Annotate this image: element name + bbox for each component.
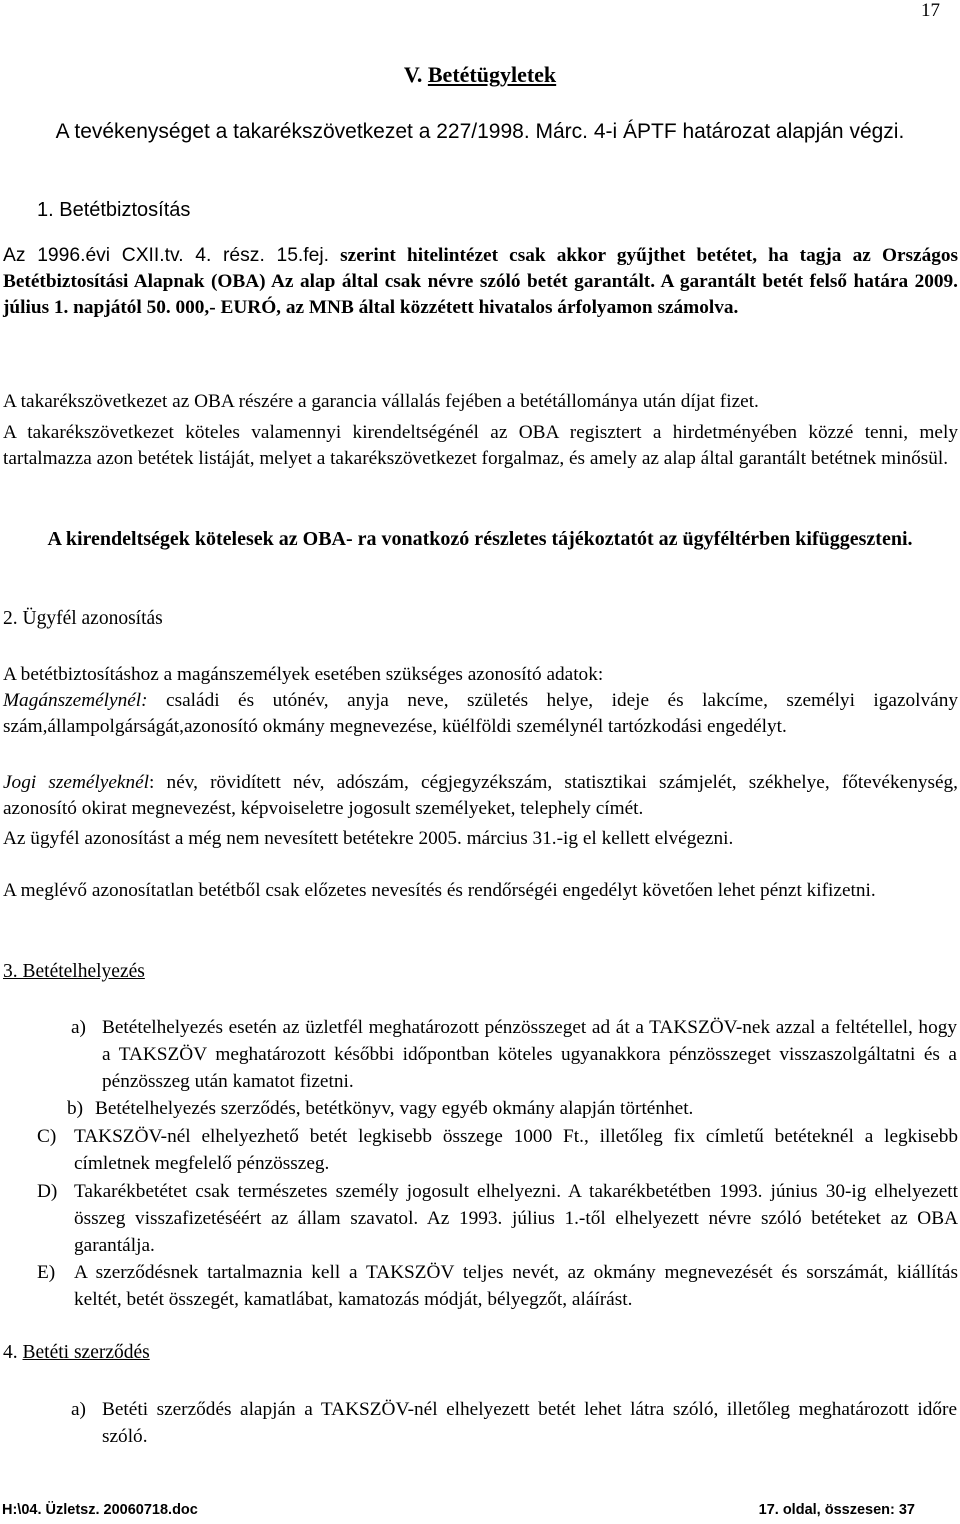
page-number: 17 [921, 0, 940, 21]
section-1-heading: 1. Betétbiztosítás [37, 199, 191, 221]
legal-person-text: : név, rövidített név, adószám, cégjegyzékszám, statisztikai számjelét, székhelye, főtevékenység, azonosító okirat megnevezést, képvoiseletre jogosult személyeket, telephely címét. [3, 772, 958, 819]
item-text: TAKSZÖV-nél elhelyezhető betét legkisebb összege 1000 Ft., illetőleg fix címletű betéteknél a legkisebb címletnek megfelelő pénzösszeg. [74, 1126, 958, 1174]
item-label: D) [37, 1181, 58, 1202]
section-2-heading-text: 2. Ügyfél azonosítás [3, 608, 163, 629]
item-text: Betéti szerződés alapján a TAKSZÖV-nél elhelyezett betét lehet látra szóló, illetőleg meghatározott időre szóló. [102, 1399, 957, 1447]
deposit-item-c [37, 1123, 958, 1177]
item-text: A szerződésnek tartalmaznia kell a TAKSZÖV teljes nevét, az okmány megnevezését és sorszámát, kiállítás keltét, betét összegét, kamatlábat, kamatozás módját, bélyegzőt, aláírást. [74, 1262, 958, 1310]
section-1-paragraph-1 [3, 243, 958, 320]
deposit-item-a [71, 1014, 957, 1095]
section-3-heading [3, 961, 145, 983]
chapter-title [0, 62, 960, 88]
chapter-number: V. [403, 62, 423, 87]
section-4-number: 4. [3, 1342, 18, 1363]
section-2-heading [3, 608, 163, 630]
legal-person-label: Jogi személyeknél [3, 772, 150, 793]
unidentified-deposit-payout: A meglévő azonosítatlan betétből csak előzetes nevesítés és rendőrségéi engedélyt követően lehet pénzt kifizetni. [3, 880, 876, 901]
contract-item-a [71, 1396, 957, 1450]
section-1-paragraph-2: A takarékszövetkezet az OBA részére a garancia vállalás fejében a betétállománya után díjat fizet. [3, 391, 759, 412]
item-text: Takarékbetétet csak természetes személy jogosult elhelyezni. A takarékbetétben 1993. június 30-ig elhelyezett összeg visszafizetéséért az állam szavatol. Az 1993. július 1.-től elhelyezett névre szóló betéteket az OBA garantálja. [74, 1181, 958, 1256]
item-text: Betételhelyezés esetén az üzletfél meghatározott pénzösszeget ad át a TAKSZÖV-nek azzal a feltétellel, hogy a TAKSZÖV meghatározott későbbi időpontban köteles ugyanakkora pénzösszeget visszaszolgáltatni és a pénzösszeg után kamatot fizetni. [102, 1017, 957, 1092]
section-4-heading [3, 1342, 150, 1364]
item-label: E) [37, 1262, 56, 1283]
private-person-text: családi és utónév, anyja neve, születés helye, ideje és lakcíme, személyi igazolvány szám,állampolgárságát,azonosító okmány megnevezése, küélföldi személynél tartózkodási engedélyt. [3, 690, 958, 737]
identification-deadline: Az ügyfél azonosítást a még nem nevesített betétekre 2005. március 31.-ig el kellett elvégezni. [3, 828, 734, 849]
chapter-title-text: Betétügyletek [427, 62, 557, 87]
item-text: Betételhelyezés szerződés, betétkönyv, vagy egyéb okmány alapján történhet. [95, 1098, 694, 1119]
item-label: a) [71, 1017, 86, 1038]
deposit-item-b [67, 1095, 955, 1122]
oba-guarantee-text: szerint hitelintézet csak akkor gyűjthet betétet, ha tagja az Országos Betétbiztosítási Alapnak (OBA) Az alap által csak névre szóló betét garantált. A garantált betét felső határa 2009. július 1. napjától 50. 000,- EURÓ, az MNB által közzétett hivatalos árfolyamon számolva. [3, 245, 958, 318]
legal-person-data [3, 770, 958, 822]
item-label: a) [71, 1399, 86, 1420]
footer-page-count: 17. oldal, összesen: 37 [758, 1502, 915, 1518]
section-2-intro: A betétbiztosításhoz a magánszemélyek esetében szükséges azonosító adatok: [3, 664, 604, 685]
deposit-item-e [37, 1259, 958, 1313]
private-person-label: Magánszemélynél: [3, 690, 148, 711]
section-3-heading-text: 3. Betételhelyezés [3, 961, 145, 982]
item-label: b) [67, 1098, 84, 1119]
item-label: C) [37, 1126, 57, 1147]
section-1-paragraph-3: A takarékszövetkezet köteles valamennyi kirendeltségénél az OBA regisztert a hirdetményében közzé tenni, mely tartalmazza azon betétek listáját, melyet a takarékszövetkezet forgalmaz, és amely az alap által garantált betétnek minősül. [3, 422, 958, 469]
oba-notice: A kirendeltségek kötelesek az OBA- ra vonatkozó részletes tájékoztatót az ügyféltérben kifüggeszteni. [47, 528, 913, 550]
deposit-item-d [37, 1178, 958, 1259]
law-reference: Az 1996.évi CXII.tv. 4. rész. 15.fej. [3, 245, 330, 266]
footer-filename: H:\04. Üzletsz. 20060718.doc [2, 1502, 198, 1518]
private-person-data [3, 688, 958, 740]
chapter-intro: A tevékenységet a takarékszövetkezet a 227/1998. Márc. 4-i ÁPTF határozat alapján végzi. [55, 120, 905, 143]
section-4-heading-text: Betéti szerződés [22, 1342, 150, 1363]
